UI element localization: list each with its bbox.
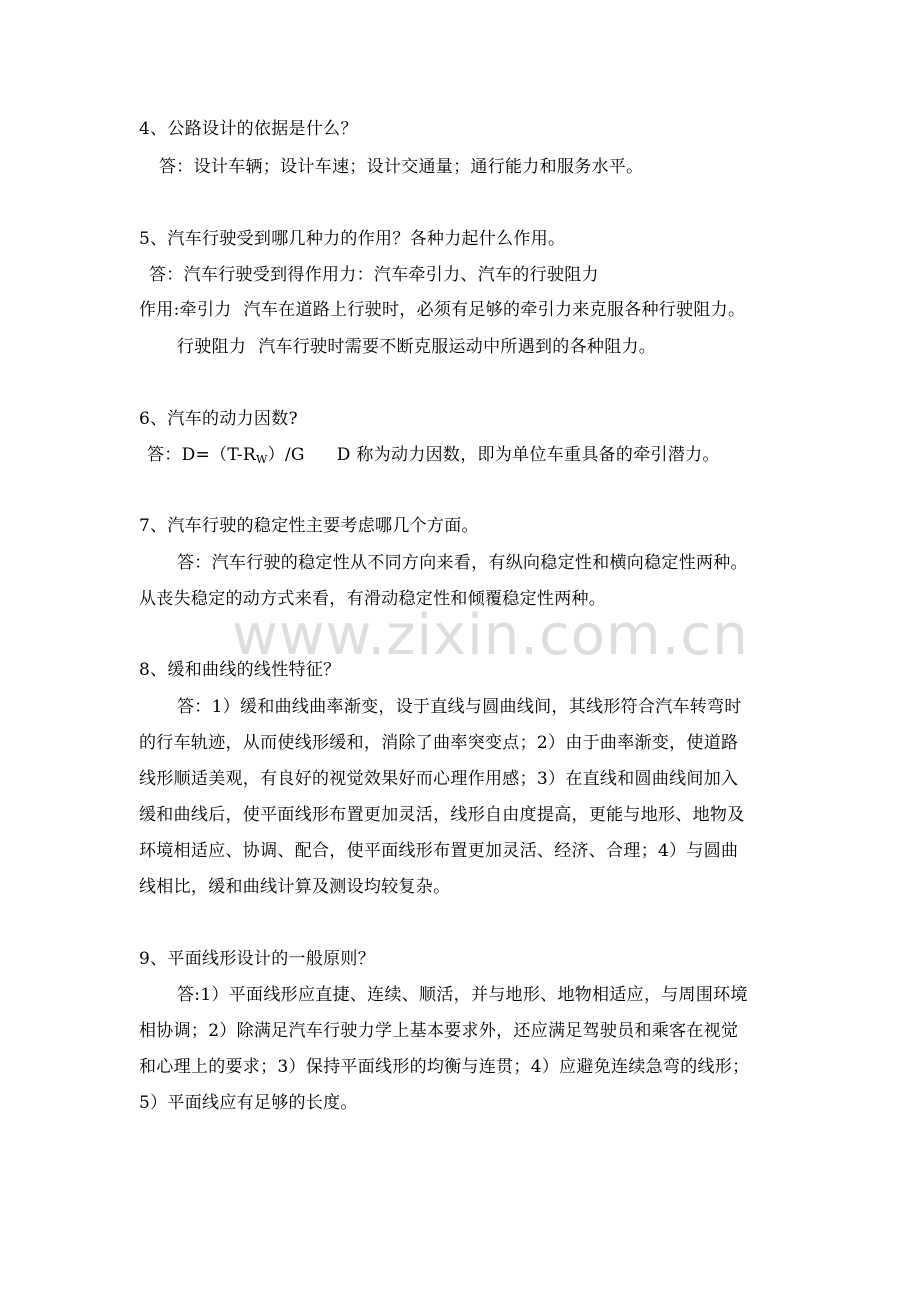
q8-answer-line: 环境相适应、协调、配合，使平面线形布置更加灵活、经济、合理；4）与圆曲 xyxy=(139,841,739,861)
q7-answer-line-2: 从丧失稳定的动方式来看，有滑动稳定性和倾覆稳定性两种。 xyxy=(139,589,607,609)
q5-effect-prefix: 作用: xyxy=(139,300,180,320)
q6-answer-desc: D 称为动力因数，即为单位车重具备的牵引潜力。 xyxy=(336,445,720,465)
q4-answer: 答：设计车辆；设计车速；设计交通量；通行能力和服务水平。 xyxy=(159,157,644,177)
q8-question: 8、缓和曲线的线性特征？ xyxy=(139,660,341,680)
q7-question: 7、汽车行驶的稳定性主要考虑哪几个方面。 xyxy=(139,516,479,536)
q4-question: 4、公路设计的依据是什么？ xyxy=(139,119,358,139)
q6-question: 6、汽车的动力因数? xyxy=(139,409,298,429)
q9-answer-line: 和心理上的要求；3）保持平面线形的均衡与连贯；4）应避免连续急弯的线形； xyxy=(139,1057,750,1077)
q6-formula-start: 答：D=（T-R xyxy=(147,445,256,465)
q5-resistance-desc: 汽车行驶时需要不断克服运动中所遇到的各种阻力。 xyxy=(258,337,657,357)
q5-resistance-row xyxy=(177,337,656,357)
q7-answer-line-1: 答：汽车行驶的稳定性从不同方向来看，有纵向稳定性和横向稳定性两种。 xyxy=(177,553,748,573)
q6-formula-end: ）/G xyxy=(267,445,305,465)
watermark: www.zixin.com.cn xyxy=(232,603,749,668)
q5-traction-term: 牵引力 xyxy=(179,300,232,320)
q5-answer: 答：汽车行驶受到得作用力：汽车牵引力、汽车的行驶阻力 xyxy=(149,265,599,285)
q8-answer-line: 答：1）缓和曲线曲率渐变，设于直线与圆曲线间，其线形符合汽车转弯时 xyxy=(177,697,742,717)
q5-traction-desc: 汽车在道路上行驶时，必须有足够的牵引力来克服各种行驶阻力。 xyxy=(243,300,746,320)
q9-answer-line: 相协调；2）除满足汽车行驶力学上基本要求外，还应满足驾驶员和乘客在视觉 xyxy=(139,1021,739,1041)
q8-answer-line: 缓和曲线后，使平面线形布置更加灵活，线形自由度提高，更能与地形、地物及 xyxy=(139,805,745,825)
q5-question: 5、汽车行驶受到哪几种力的作用？各种力起什么作用。 xyxy=(139,229,566,249)
q6-answer xyxy=(147,445,720,470)
q6-formula-subscript: W xyxy=(255,453,268,466)
q9-answer-line: 5）平面线应有足够的长度。 xyxy=(139,1093,358,1113)
q9-question: 9、平面线形设计的一般原则？ xyxy=(139,949,376,969)
q5-resistance-term: 行驶阻力 xyxy=(177,337,247,357)
q5-traction-row xyxy=(139,300,745,320)
q8-answer-line: 线相比，缓和曲线计算及测设均较复杂。 xyxy=(139,877,451,897)
q9-answer-line: 答:1）平面线形应直捷、连续、顺活，并与地形、地物相适应，与周围环境 xyxy=(177,985,748,1005)
q8-answer-line: 线形顺适美观，有良好的视觉效果好而心理作用感；3）在直线和圆曲线间加入 xyxy=(139,769,739,789)
q8-answer-line: 的行车轨迹，从而使线形缓和，消除了曲率突变点；2）由于曲率渐变，使道路 xyxy=(139,733,739,753)
